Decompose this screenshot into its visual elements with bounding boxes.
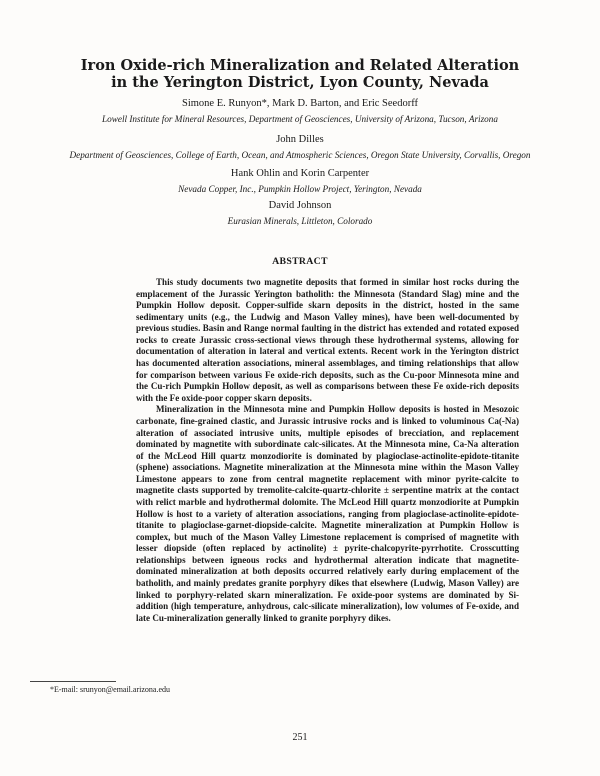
authors-3: Hank Ohlin and Korin Carpenter (230, 168, 370, 179)
paper-title (40, 57, 560, 91)
affiliation-1: Lowell Institute for Mineral Resources, Department of Geosciences, University of Arizona, Tucson, Arizona (102, 114, 498, 124)
authors-2: John Dilles (276, 134, 324, 145)
authors-4: David Johnson (268, 200, 332, 211)
abstract-heading: ABSTRACT (272, 256, 328, 267)
authors-1: Simone E. Runyon*, Mark D. Barton, and Eric Seedorff (181, 98, 418, 109)
author-group-2 (20, 134, 580, 161)
footnote: *E-mail: srunyon@email.arizona.edu (50, 685, 170, 694)
author-group-3 (20, 168, 580, 195)
abstract-paragraph-1: This study documents two magnetite deposits that formed in similar host rocks during the emplacement of the Jurassic Yerington batholith: the Minnesota (Standard Slag) mine and the Pumpkin Hollow deposit. Copper-sulfide skarn deposits in the district, hosted in the same sedimentary units (e.g., the Ludwig and Mason Valley mines), have been well-documented by previous studies. Basin and Range normal faulting in the district has extended and rotated exposed rocks to create Jurassic cross-sectional views through these hydrothermal systems, allowing for documentation of alteration in lateral and vertical extents. Recent work in the Yerington district has documented alteration associations, mineral assemblages, and timing relationships that allow for comparison between various Fe oxide-rich deposits, such as the Cu-poor Minnesota mine and the Cu-rich Pumpkin Hollow deposit, as well as comparisons between these Fe oxide-rich deposits with the Fe oxide-poor copper skarn deposits. (136, 277, 519, 403)
affiliation-4: Eurasian Minerals, Littleton, Colorado (227, 216, 373, 226)
author-group-4 (20, 200, 580, 227)
page-number: 251 (292, 732, 308, 743)
title-line-2: in the Yerington District, Lyon County, Nevada (111, 74, 489, 91)
abstract-body (136, 277, 519, 624)
abstract-paragraph-2: Mineralization in the Minnesota mine and Pumpkin Hollow deposits is hosted in Mesozoic carbonate, fine-grained clastic, and Jurassic intrusive rocks and is linked to voluminous Ca(-Na) alteration of associated intrusive units, multiple episodes of brecciation, and replacement dominated by magnetite with subordinate calc-silicates. At the Minnesota mine, Ca-Na alteration of the McLeod Hill quartz monzodiorite is dominated by plagioclase-actinolite-epidote-titanite (sphene) associations. Magnetite mineralization at the Minnesota mine within the Mason Valley Limestone appears to zone from central magnetite replacement with minor pyrite-calcite to magnetite clasts supported by tremolite-calcite-quartz-chlorite ± serpentine matrix at the contact with relict marble and hydrothermal dolomite. The McLeod Hill quartz monzodiorite at Pumpkin Hollow is host to a variety of alteration associations, ranging from plagioclase-actinolite-epidote-titanite to plagioclase-garnet-diopside-calcite. Magnetite mineralization at Pumpkin Hollow is complex, but much of the Mason Valley Limestone replacement is comprised of magnetite with lesser diopside (often replaced by actinolite) ± pyrite-chalcopyrite-pyrrhotite. Crosscutting relationships between igneous rocks and hydrothermal alteration indicate that magnetite-dominated mineralization at both deposits occurred relatively early during emplacement of the batholith, and mainly predates granite porphyry dikes that elsewhere (Ludwig, Mason Valley) are linked to porphyry-related skarn mineralization. Fe oxide-poor systems are dominated by Si-addition (high temperature, anhydrous, calc-silicate mineralization), low volumes of Fe-oxide, and late Cu-mineralization generally linked to granite porphyry dikes. (136, 404, 519, 623)
author-group-1 (20, 98, 580, 125)
affiliation-2: Department of Geosciences, College of Earth, Ocean, and Atmospheric Sciences, Oregon State University, Corvallis, Oregon (69, 150, 531, 160)
title-line-1: Iron Oxide-rich Mineralization and Related Alteration (80, 57, 520, 74)
footnote-rule (30, 681, 116, 682)
affiliation-3: Nevada Copper, Inc., Pumpkin Hollow Project, Yerington, Nevada (178, 184, 422, 194)
